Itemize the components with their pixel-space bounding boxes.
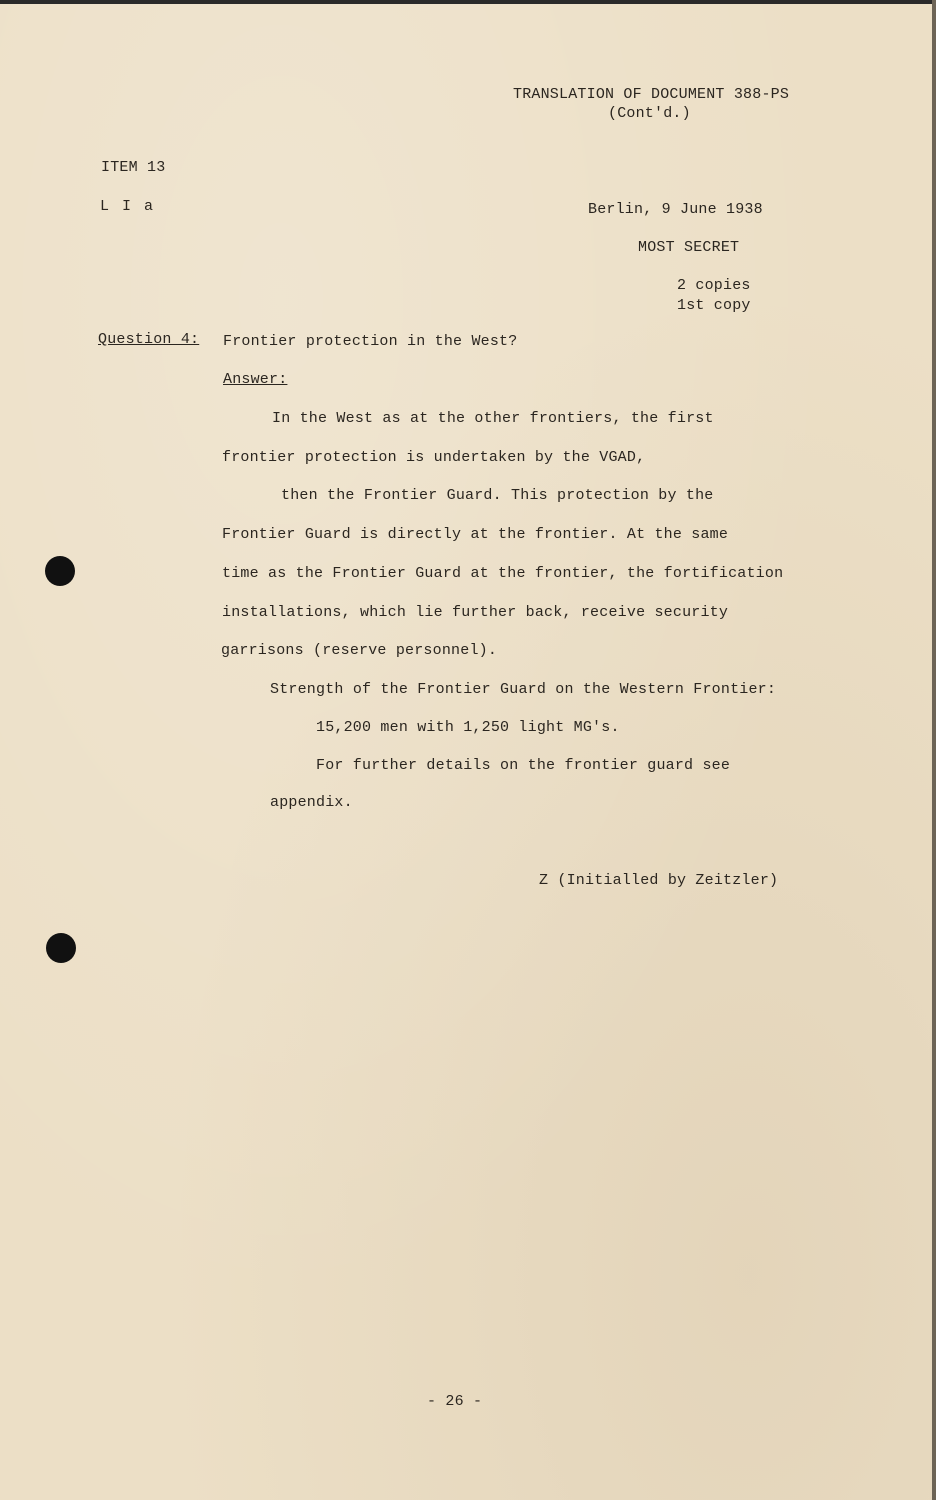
scan-right-edge <box>932 0 936 1500</box>
answer-line: In the West as at the other frontiers, the first <box>272 410 714 427</box>
punch-hole-lower <box>46 933 76 963</box>
document-title: TRANSLATION OF DOCUMENT 388-PS <box>513 86 790 103</box>
item-number: ITEM 13 <box>101 159 166 176</box>
signature-initials: Z (Initialled by Zeitzler) <box>539 872 779 889</box>
answer-line: then the Frontier Guard. This protection by the <box>281 487 714 504</box>
document-subtitle: (Cont'd.) <box>608 105 691 122</box>
answer-line: time as the Frontier Guard at the frontier, the fortification <box>222 565 784 582</box>
answer-line: 15,200 men with 1,250 light MG's. <box>316 719 620 736</box>
answer-line: frontier protection is undertaken by the VGAD, <box>222 449 646 466</box>
answer-line: Frontier Guard is directly at the frontier. At the same <box>222 526 729 543</box>
answer-line: For further details on the frontier guard see <box>316 757 731 774</box>
page-number: - 26 - <box>427 1393 483 1410</box>
classification: MOST SECRET <box>638 239 740 256</box>
question-label: Question 4: <box>98 331 200 348</box>
answer-line: installations, which lie further back, receive security <box>222 604 729 621</box>
scan-top-edge <box>0 0 936 4</box>
office-code: L I a <box>100 198 156 215</box>
copy-number: 1st copy <box>677 297 751 314</box>
copies-count: 2 copies <box>677 277 751 294</box>
answer-label: Answer: <box>223 371 288 388</box>
question-text: Frontier protection in the West? <box>223 333 518 350</box>
answer-line: garrisons (reserve personnel). <box>221 642 498 659</box>
punch-hole-upper <box>45 556 75 586</box>
place-date: Berlin, 9 June 1938 <box>588 201 763 218</box>
answer-line: Strength of the Frontier Guard on the Western Frontier: <box>270 681 777 698</box>
answer-line: appendix. <box>270 794 353 811</box>
